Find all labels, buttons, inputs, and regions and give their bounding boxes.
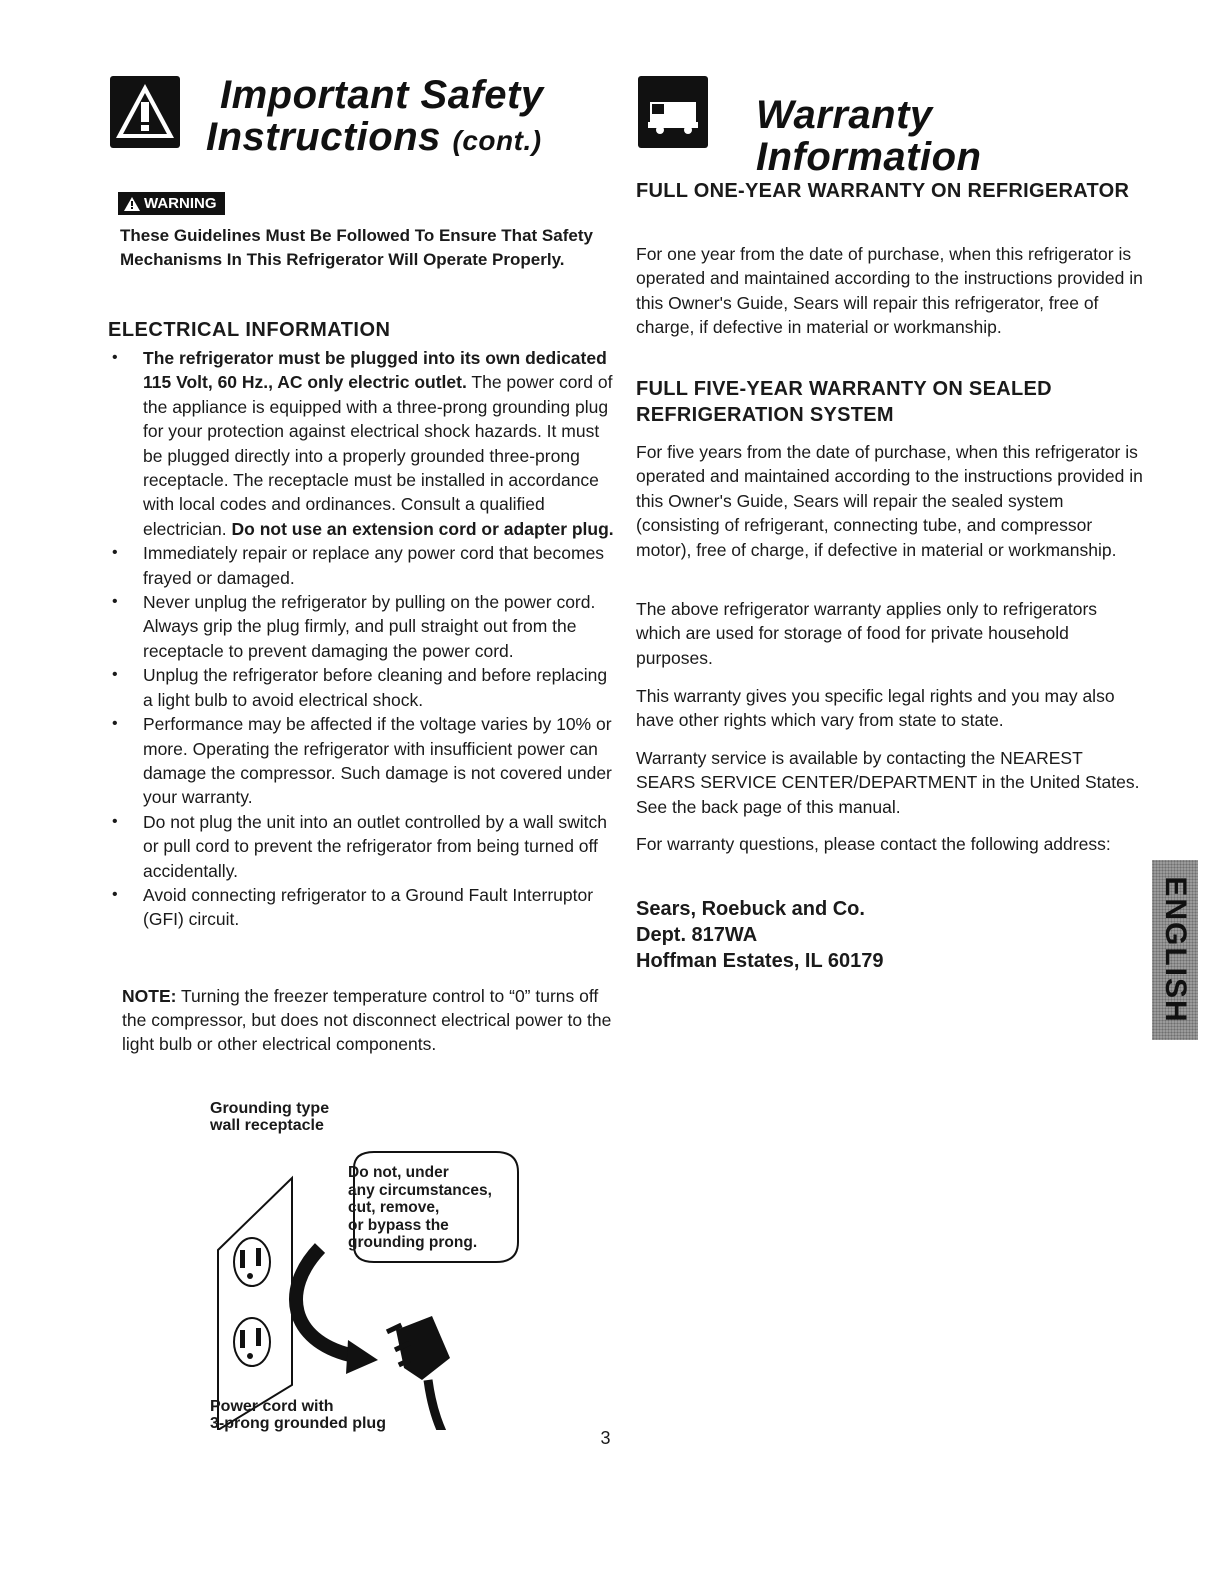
warranty-truck-icon	[638, 76, 708, 148]
safety-title	[206, 74, 544, 162]
figure-label-power-cord	[210, 1398, 386, 1432]
callout-line: cut, remove,	[348, 1199, 440, 1216]
address-line: Sears, Roebuck and Co.	[636, 898, 865, 920]
sears-address	[636, 896, 1146, 974]
list-item	[108, 810, 618, 883]
callout-line: Do not, under	[348, 1164, 449, 1181]
safety-header	[108, 70, 618, 160]
bullet-text: The power cord of the appliance is equipped with a three-prong grounding plug for your protection against electrical shock hazards. It must be plugged directly into a properly grounded three-prong receptacle. The receptacle must be installed in accordance with local codes and ordinances. Consult a qualified electrician.	[143, 372, 613, 539]
list-item	[108, 590, 618, 663]
bullet-text: Performance may be affected if the voltage varies by 10% or more. Operating the refrigerator with insufficient power can damage the compressor. Such damage is not covered under your warranty.	[143, 714, 612, 808]
warning-badge	[118, 192, 225, 215]
warranty-title: Warranty Information	[756, 93, 982, 179]
electrical-bullet-list	[108, 346, 618, 932]
list-item	[108, 712, 618, 810]
list-item	[108, 541, 618, 590]
warning-text: These Guidelines Must Be Followed To Ensure That Safety Mechanisms In This Refrigerator Will Operate Properly.	[120, 226, 593, 269]
note-text: Turning the freezer temperature control to “0” turns off the compressor, but does not disconnect electrical power to the light bulb or other electrical components.	[122, 986, 612, 1054]
warranty-header	[636, 70, 1146, 179]
callout-line: grounding prong.	[348, 1234, 478, 1251]
bullet-bold-tail: Do not use an extension cord or adapter plug.	[231, 518, 614, 539]
warranty-column	[636, 70, 1146, 972]
legal-rights-text: This warranty gives you specific legal rights and you may also have other rights which vary from state to state.	[636, 686, 1115, 731]
warning-exclamation-icon	[110, 76, 180, 148]
safety-title-line1: Important Safety	[220, 73, 544, 117]
five-year-warranty-text: For five years from the date of purchase, when this refrigerator is operated and maintained according to the instructions provided in this Owner's Guide, Sears will repair the sealed system (consisting of refrigerant, connecting tube, and compressor motor), free of charge, if defective in material or workmanship.	[636, 442, 1143, 560]
safety-title-cont: (cont.)	[452, 125, 542, 156]
warranty-questions-text: For warranty questions, please contact the following address:	[636, 834, 1111, 854]
five-year-warranty-title: FULL FIVE-YEAR WARRANTY ON SEALED REFRIGERATION SYSTEM	[636, 378, 1052, 426]
page-number: 3	[600, 1428, 611, 1448]
note-block	[122, 984, 612, 1056]
warning-triangle-icon	[124, 197, 140, 211]
address-line: Dept. 817WA	[636, 924, 758, 946]
callout-bubble	[324, 1148, 514, 1266]
figure-label-line: Power cord with	[210, 1398, 334, 1415]
list-item	[108, 663, 618, 712]
grounding-figure	[200, 1100, 540, 1445]
service-contact-text: Warranty service is available by contacting the NEAREST SEARS SERVICE CENTER/DEPARTMENT in the United States. See the back page of this manual.	[636, 748, 1140, 817]
address-line: Hoffman Estates, IL 60179	[636, 950, 884, 972]
figure-label-receptacle	[210, 1100, 329, 1134]
language-tab-label: ENGLISH	[1159, 876, 1192, 1024]
safety-title-line2: Instructions	[206, 115, 441, 159]
callout-text	[348, 1164, 518, 1252]
figure-label-line: wall receptacle	[210, 1117, 324, 1134]
one-year-warranty-title: FULL ONE-YEAR WARRANTY ON REFRIGERATOR	[636, 180, 1130, 202]
bullet-bold-lead: The refrigerator must be plugged into its own dedicated 115 Volt, 60 Hz., AC only electric outlet.	[143, 348, 607, 393]
bullet-text: Unplug the refrigerator before cleaning and before replacing a light bulb to avoid electrical shock.	[143, 665, 608, 710]
callout-line: any circumstances,	[348, 1181, 492, 1199]
bullet-text: Immediately repair or replace any power cord that becomes frayed or damaged.	[143, 543, 605, 588]
language-tab	[1152, 860, 1198, 1040]
bullet-text: Avoid connecting refrigerator to a Ground Fault Interruptor (GFI) circuit.	[143, 884, 594, 930]
note-label: NOTE:	[122, 986, 177, 1006]
bullet-text: Never unplug the refrigerator by pulling on the power cord. Always grip the plug firmly, and pull straight out from the receptacle to prevent damaging the power cord.	[143, 592, 596, 661]
callout-line: or bypass the	[348, 1216, 449, 1234]
list-item	[108, 346, 618, 541]
electrical-title: ELECTRICAL INFORMATION	[108, 319, 391, 341]
safety-column	[108, 70, 618, 1432]
figure-label-line: Grounding type	[210, 1100, 330, 1117]
bullet-text: Do not plug the unit into an outlet controlled by a wall switch or pull cord to prevent the refrigerator from being turned off accidentally.	[143, 811, 608, 881]
warning-badge-label: WARNING	[144, 195, 217, 212]
warranty-scope-text: The above refrigerator warranty applies only to refrigerators which are used for storage of food for private household purposes.	[636, 599, 1098, 668]
figure-label-line: 3-prong grounded plug	[210, 1415, 386, 1432]
one-year-warranty-text: For one year from the date of purchase, when this refrigerator is operated and maintained according to the instructions provided in this Owner's Guide, Sears will repair this refrigerator, free of charge, if defective in material or workmanship.	[636, 244, 1143, 338]
list-item	[108, 883, 618, 932]
